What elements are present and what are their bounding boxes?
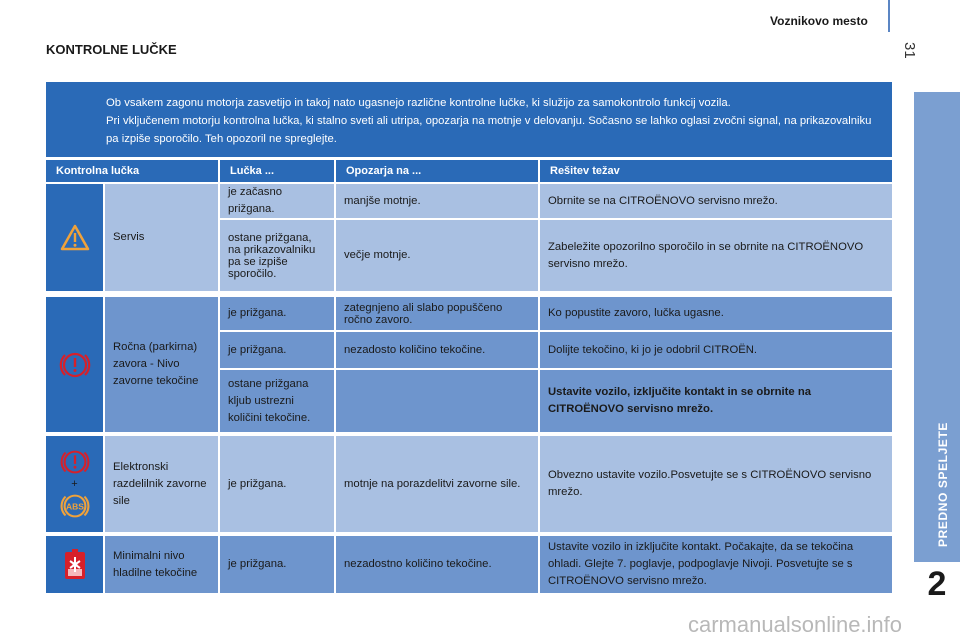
- service-warning-triangle-icon: [60, 223, 90, 253]
- coolant-level-icon: [61, 548, 89, 582]
- intro-box: [46, 82, 892, 157]
- section-header: Voznikovo mesto: [770, 14, 868, 28]
- table-cell-state: ostane prižgana kljub ustrezni količini tekočine.: [220, 370, 334, 432]
- table-cell-state: ostane prižgana, na prikazovalniku pa se izpiše sporočilo.: [220, 220, 334, 291]
- plus-sign: +: [71, 478, 78, 490]
- table-row-name: Elektronski razdelilnik zavorne sile: [105, 436, 218, 532]
- table-cell-fix: Dolijte tekočino, ki jo je odobril CITROËN.: [540, 332, 892, 368]
- chapter-number: 2: [927, 565, 947, 603]
- table-cell-warning: zategnjeno ali slabo popuščeno ročno zavoro.: [336, 297, 538, 330]
- parking-brake-exclamation-icon: [57, 347, 93, 383]
- table-cell-fix: Ustavite vozilo, izključite kontakt in se obrnite na CITROËNOVO servisno mrežo.: [540, 370, 892, 432]
- table-cell-warning: večje motnje.: [336, 220, 538, 291]
- table-cell-state: je prižgana.: [220, 536, 334, 593]
- table-row-name: Ročna (parkirna) zavora - Nivo zavorne tekočine: [105, 297, 218, 432]
- watermark-text: carmanualsonline.info: [688, 612, 903, 637]
- table-cell-warning: nezadosto količino tekočine.: [336, 332, 538, 368]
- table-cell-state: je prižgana.: [220, 436, 334, 532]
- table-cell-fix: Zabeležite opozorilno sporočilo in se obrnite na CITROËNOVO servisno mrežo.: [540, 220, 892, 291]
- intro-line-2: Pri vključenem motorju kontrolna lučka, ki stalno sveti ali utripa, opozarja na motnje v delovanju. Sočasno se lahko oglasi zvočni signal, na prikazovalniku pa izpiše sporočilo. Teh opozoril ne spreglejte.: [106, 115, 872, 145]
- table-cell-fix: Ko popustite zavoro, lučka ugasne.: [540, 297, 892, 330]
- table-row-icon-cell: [46, 297, 103, 432]
- column-header-fix: Rešitev težav: [540, 160, 892, 182]
- intro-line-1: Ob vsakem zagonu motorja zasvetijo in takoj nato ugasnejo različne kontrolne lučke, ki služijo za samokontrolo funkcij vozila.: [106, 97, 731, 109]
- chapter-side-tab: [914, 92, 960, 562]
- table-row-name: Minimalni nivo hladilne tekočine: [105, 536, 218, 593]
- abs-icon-text: ABS: [65, 501, 84, 512]
- table-cell-warning: [336, 370, 538, 432]
- abs-icon: [58, 489, 92, 523]
- table-cell-warning: manjše motnje.: [336, 184, 538, 218]
- table-row-icon-cell: [46, 436, 103, 532]
- brake-exclamation-icon: [58, 445, 92, 479]
- page-number: 31: [901, 42, 918, 59]
- table-row-name: Servis: [105, 184, 218, 291]
- chapter-tab-label: PREDNO SPELJETE: [936, 421, 950, 547]
- table-cell-fix: Obrnite se na CITROËNOVO servisno mrežo.: [540, 184, 892, 218]
- column-header-light: Kontrolna lučka: [46, 160, 218, 182]
- column-header-state: Lučka ...: [220, 160, 334, 182]
- table-cell-warning: nezadostno količino tekočine.: [336, 536, 538, 593]
- header-divider: [888, 0, 890, 32]
- table-cell-fix: Obvezno ustavite vozilo.Posvetujte se s CITROËNOVO servisno mrežo.: [540, 436, 892, 532]
- column-header-warning: Opozarja na ...: [336, 160, 538, 182]
- table-cell-fix: Ustavite vozilo in izključite kontakt. Počakajte, da se tekočina ohladi. Glejte 7. poglavje, podpoglavje Nivoji. Posvetujte se s CITROËNOVO servisno mrežo.: [540, 536, 892, 593]
- table-cell-state: je prižgana.: [220, 332, 334, 368]
- table-cell-state: je začasno prižgana.: [220, 184, 334, 218]
- table-cell-warning: motnje na porazdelitvi zavorne sile.: [336, 436, 538, 532]
- table-row-icon-cell: [46, 536, 103, 593]
- table-row-icon-cell: [46, 184, 103, 291]
- table-cell-state: je prižgana.: [220, 297, 334, 330]
- page-title: KONTROLNE LUČKE: [46, 42, 177, 57]
